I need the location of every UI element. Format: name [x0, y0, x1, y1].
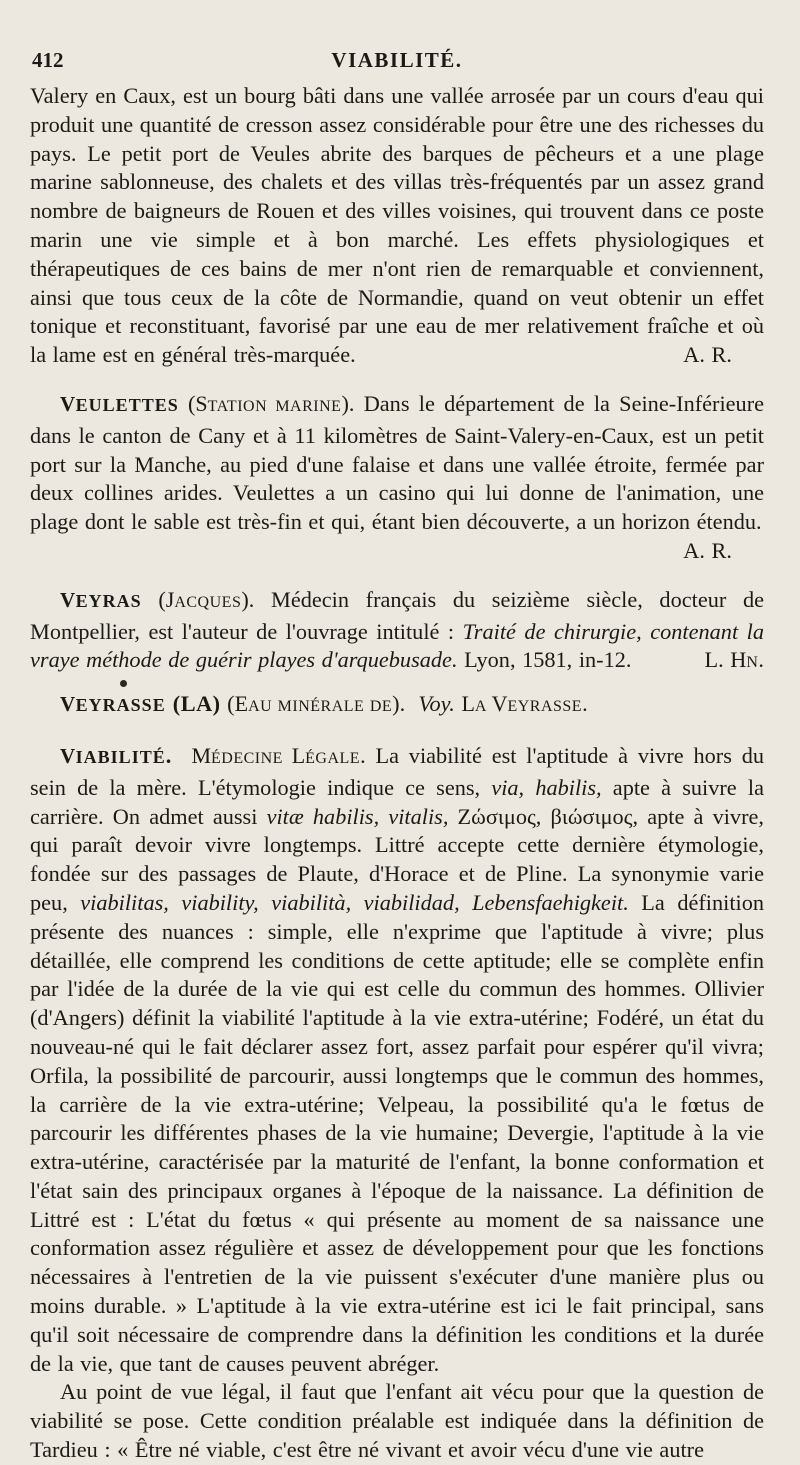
running-head	[30, 40, 764, 82]
heading-initial: V	[60, 743, 76, 768]
entry-veulettes	[30, 390, 765, 563]
body-text: apte à suivre la carrière. On admet aussi	[30, 774, 764, 829]
publication-info: Lyon, 1581, in-12.	[457, 647, 632, 673]
sub-rest: ACQUES	[174, 593, 242, 611]
entry-heading-veyras	[60, 587, 142, 612]
entry-heading-viabilite	[60, 743, 172, 768]
paren-close: ).	[241, 586, 255, 612]
ref-initial: V	[491, 691, 508, 717]
signature-main: L. H	[704, 647, 747, 673]
heading-rest: EYRAS	[75, 590, 142, 611]
book-title: Traité de chirurgie, contenant la vraye méthode de guérir playes d'arquebusade.	[30, 618, 764, 673]
page-number: 412	[32, 48, 64, 72]
heading-initial: V	[60, 587, 76, 612]
ref-close: .	[582, 691, 588, 717]
paren-close: ).	[341, 390, 355, 416]
heading-initial: V	[60, 692, 76, 717]
entry-body-veulettes: Dans le département de la Seine-Inférieure dans le canton de Cany et à 11 kilomètres de Saint-Valery-en-Caux, est un petit port sur la Manche, au pied d'une falaise et dans une vallée étroite, fermée par deux collines arides. Veulettes a un casino qui lui donne de l'animation, une plage dont le sable est très-fin et qui, étant bien découverte, a un horizon étendu.	[30, 390, 765, 535]
sub-rest: AU MINÉRALE DE	[248, 698, 393, 716]
voy-reference: Voy.	[418, 691, 455, 717]
sub-initial: M	[191, 742, 211, 768]
running-title: VIABILITÉ.	[331, 48, 463, 72]
ref-rest: A	[474, 698, 492, 716]
signature-dot: .	[758, 647, 764, 673]
intro-paragraph	[30, 82, 764, 370]
sub-rest: ÉGALE	[305, 749, 361, 767]
greek-words: Ζώσιμος, βιώσιμος,	[448, 803, 639, 829]
entry-body-veyras: Médecin français du seizième siècle, docteur de Montpellier, est l'auteur de l'ouvrage intitulé :	[30, 586, 764, 644]
heading-initial: V	[60, 391, 76, 416]
heading-paren: (LA)	[165, 691, 221, 717]
sub-initial: E	[234, 691, 249, 717]
entry-heading-veyrasse	[60, 691, 221, 716]
signature-veyras	[674, 646, 764, 678]
body-text: La viabilité est l'aptitude à vivre hors du sein de la mère. L'étymologie indique ce sens,	[30, 742, 764, 800]
heading-dot: .	[165, 742, 172, 768]
heading-rest: EYRASSE	[75, 695, 166, 716]
paren-open: (	[141, 586, 166, 612]
body-text: La définition présente des nuances : simple, elle n'exprime que l'aptitude à vivre; plus détaillée, elle comprend les conditions de cette aptitude; elle se complète enfin par l'idée de la durée de la vie qui est celle du commun des hommes. Ollivier (d'Angers) définit la viabilité l'aptitude à la vie extra-utérine; Fodéré, un état du nouveau-né qui le fait déclarer assez fort, assez parfait pour espérer qu'il vivra; Orfila, la possibilité de parcourir, aussi longtemps que le commun des hommes, la carrière de la vie extra-utérine; Velpeau, la possibilité qu'a le fœtus de parcourir les différentes phases de la vie humaine; Devergie, l'aptitude à la vie extra-utérine, caractérisée par la maturité de l'enfant, la bonne conformation et l'état sain des principaux organes à l'époque de la naissance. La définition de Littré est : L'état du fœtus « qui présente au moment de sa naissance une conformation assez régulière et assez de développement pour que les fonctions nécessaires à l'entretien de la vie puissent s'exécuter d'une manière plus ou moins durable. » L'aptitude à la vie extra-utérine est ici le fait principal, sans qu'il soit nécessaire de comprendre dans la définition les conditions et la durée de la vie, que tant de causes peuvent abréger.	[30, 889, 765, 1376]
entry-heading-veulettes	[60, 391, 179, 416]
synonym-list: viabilitas, viability, viabilità, viabilidad, Lebensfaehigkeit.	[80, 889, 629, 915]
signature-veulettes: A. R.	[683, 537, 732, 563]
entry-veyras	[30, 586, 764, 675]
paren-open: (	[178, 390, 196, 416]
sub-initial: L	[291, 742, 306, 768]
signature-intro: A. R.	[683, 342, 732, 368]
latin-etymology: via, habilis,	[491, 774, 602, 800]
entry-viabilite	[30, 742, 764, 1379]
latin-variants: vitæ habilis, vitalis,	[266, 803, 449, 829]
entry-veyrasse	[30, 690, 764, 722]
sub-dot: .	[360, 742, 366, 768]
sub-initial: J	[165, 586, 175, 612]
ref-rest: EYRASSE	[507, 698, 583, 716]
sub-rest: TATION MARINE	[207, 397, 342, 415]
ref-initial: L	[461, 691, 475, 717]
sub-initial: S	[195, 390, 208, 416]
heading-rest: IABILITÉ	[75, 746, 166, 767]
sub-rest: ÉDECINE	[211, 749, 292, 767]
intro-text: Valery en Caux, est un bourg bâti dans une vallée arrosée par un cours d'eau qui produit une quantité de cresson assez considérable pour être une des richesses du pays. Le petit port de Veules abrite des barques de pêcheurs et a une plage marine sablonneuse, des chalets et des villas très-fréquentés par un assez grand nombre de baigneurs de Rouen et des villes voisines, qui trouvent dans ce poste marin une vie simple et à bon marché. Les effets physiologiques et thérapeutiques de ces bains de mer n'ont rien de remarquable et conviennent, ainsi que tous ceux de la côte de Normandie, quand on veut obtenir un effet tonique et reconstituant, favorisé par une eau de mer relativement fraîche et où la lame est en général très-marquée.	[30, 83, 764, 368]
body-text: apte à vivre, qui paraît devoir vivre longtemps. Littré accepte cette dernière étymologie, fondée sur des passages de Plaute, d'Horace et de Pline. La synonymie varie peu,	[30, 803, 764, 915]
paren-close: ).	[392, 691, 406, 717]
ink-mark	[120, 680, 127, 687]
heading-rest: EULETTES	[75, 394, 179, 415]
signature-small: N	[746, 654, 759, 672]
paren-open: (	[220, 691, 235, 717]
paragraph-legal: Au point de vue légal, il faut que l'enfant ait vécu pour que la question de viabilité se pose. Cette condition préalable est indiquée dans la définition de Tardieu : « Être né viable, c'est être né vivant et avoir vécu d'une vie autre	[30, 1379, 764, 1463]
